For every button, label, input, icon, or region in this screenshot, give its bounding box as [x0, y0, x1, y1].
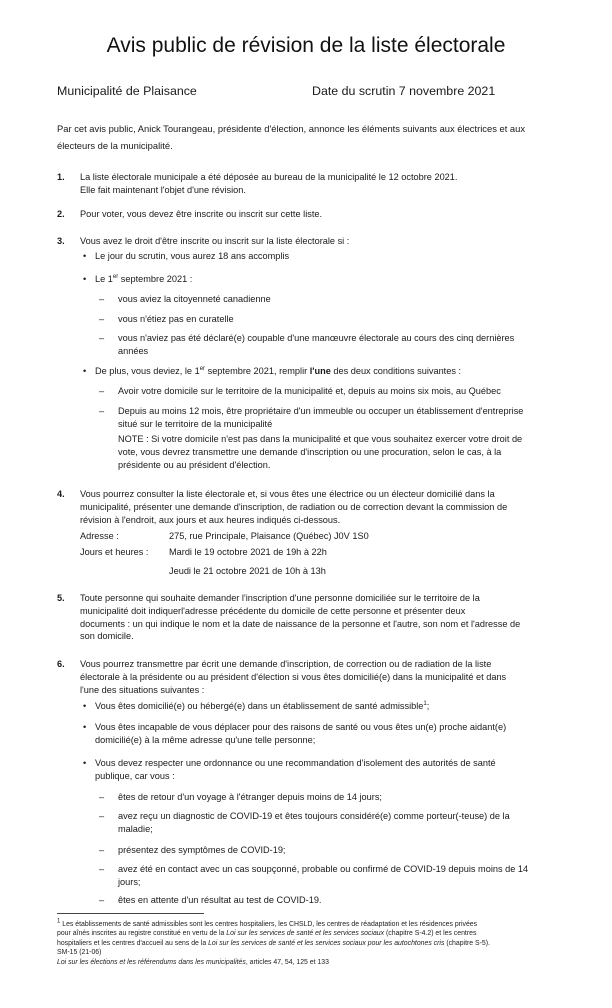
list-item: maladie;	[118, 824, 153, 834]
section-number: 4.	[57, 489, 65, 499]
note-text: présidente ou au président d'élection.	[118, 460, 271, 470]
election-date: Date du scrutin 7 novembre 2021	[312, 84, 496, 98]
footnote-line: hospitaliers et les centres d'accueil au sens de la Loi sur les services de santé et les services sociaux pour les autochtones cris (chapitre S-5).	[57, 939, 490, 947]
section-text: municipalité doit indiquerl'adresse précédente du domicile de cette personne et présenter deux	[80, 605, 466, 616]
list-item: êtes de retour d'un voyage à l'étranger depuis moins de 14 jours;	[118, 792, 382, 802]
address-value: 275, rue Principale, Plaisance (Québec) J0V 1S0	[169, 531, 369, 541]
bullet-icon: •	[83, 366, 87, 376]
section-text: Pour voter, vous devez être inscrite ou inscrit sur cette liste.	[80, 209, 323, 219]
dash-icon: –	[99, 895, 105, 905]
section-text: son domicile.	[80, 631, 134, 642]
page-title: Avis public de révision de la liste électorale	[106, 34, 506, 57]
list-item: Vous êtes incapable de vous déplacer pour des raisons de santé ou vous êtes un(e) proche aidant(e)	[95, 722, 507, 732]
list-item: Depuis au moins 12 mois, être propriétaire d'un immeuble ou occuper un établissement d'entreprise	[118, 406, 524, 416]
bullet-icon: •	[83, 274, 87, 284]
section-number: 6.	[57, 659, 65, 669]
address-label: Adresse :	[80, 531, 119, 541]
footnote-divider	[57, 913, 204, 914]
dash-icon: –	[99, 792, 105, 802]
section-text: l'une des situations suivantes :	[80, 684, 205, 695]
list-item: Vous devez respecter une ordonnance ou une recommandation d'isolement des autorités de santé	[95, 758, 496, 768]
dash-icon: –	[99, 314, 105, 324]
section-text: révision à l'endroit, aux jours et aux heures indiqués ci-dessous.	[80, 514, 341, 525]
bullet-icon: •	[83, 701, 87, 711]
section-4	[57, 488, 567, 578]
list-item: avez été en contact avec un cas soupçonné, probable ou confirmé de COVID-19 depuis moins de 14	[118, 864, 529, 874]
footnote	[57, 920, 564, 967]
list-item: vous n'aviez pas été déclaré(e) coupable d'une manœuvre électorale au cours des cinq dernières	[118, 333, 515, 343]
list-item: Vous êtes domicilié(e) ou hébergé(e) dans un établissement de santé admissible$^1$;	[95, 700, 430, 711]
section-number: 2.	[57, 209, 65, 219]
list-item: vous n'étiez pas en curatelle	[118, 314, 234, 324]
list-item: De plus, vous deviez, le 1er septembre 2021, remplir l'une des deux conditions suivantes :	[95, 365, 462, 376]
list-item: domicilié(e) à la même adresse qu'une telle personne;	[95, 735, 316, 745]
form-code: SM-15 (21-06)	[57, 949, 102, 957]
section-text: Vous avez le droit d'être inscrite ou inscrit sur la liste électorale si :	[80, 236, 350, 246]
section-6	[57, 658, 567, 908]
municipality-name: Municipalité de Plaisance	[57, 84, 197, 98]
note-text: vote, vous devrez transmettre une demande d'inscription ou une procuration, selon le cas, à la	[118, 447, 502, 457]
section-text: Elle fait maintenant l'objet d'une révision.	[80, 184, 246, 195]
dash-icon: –	[99, 845, 105, 855]
section-number: 3.	[57, 236, 65, 246]
list-item: avez reçu un diagnostic de COVID-19 et êtes toujours considéré(e) comme porteur(-teuse) de la	[118, 811, 510, 821]
footnote-line: $^1$ Les établissements de santé admissibles sont les centres hospitaliers, les CHSLD, les centres de réadaptation et les résidences privées	[57, 918, 478, 928]
list-item: êtes en attente d'un résultat au test de COVID-19.	[118, 895, 322, 905]
list-item: Le jour du scrutin, vous aurez 18 ans accomplis	[95, 251, 290, 261]
list-item: présentez des symptômes de COVID-19;	[118, 845, 286, 855]
list-item: Le 1er septembre 2021 :	[95, 273, 193, 284]
section-text: municipalité, présenter une demande d'inscription, de radiation ou de correction devant la commission de	[80, 501, 508, 512]
section-text: documents : un qui indique le nom et la date de naissance de la personne et l'autre, son nom et l'adresse de	[80, 618, 521, 629]
section-text: Toute personne qui souhaite demander l'inscription d'une personne domiciliée sur le territoire de la	[80, 593, 480, 603]
list-item: Avoir votre domicile sur le territoire de la municipalité et, depuis au moins six mois, au Québec	[118, 386, 501, 396]
dash-icon: –	[99, 333, 105, 343]
section-text: électorale à la présidente ou au président d'élection si vous êtes domicilié(e) dans la municipalité et dans	[80, 671, 507, 682]
hours-value: Jeudi le 21 octobre 2021 de 10h à 13h	[169, 566, 326, 576]
section-3	[57, 235, 567, 475]
dash-icon: –	[99, 386, 105, 396]
section-text: Vous pourrez transmettre par écrit une demande d'inscription, de correction ou de radiation de la liste	[80, 659, 492, 669]
bullet-icon: •	[83, 722, 87, 732]
dash-icon: –	[99, 811, 105, 821]
list-item: situé sur le territoire de la municipalité	[118, 419, 273, 429]
list-item: années	[118, 346, 149, 356]
section-5	[57, 592, 567, 644]
bullet-icon: •	[83, 758, 87, 768]
hours-value: Mardi le 19 octobre 2021 de 19h à 22h	[169, 547, 327, 557]
hours-label: Jours et heures :	[80, 547, 149, 557]
list-item: vous aviez la citoyenneté canadienne	[118, 294, 271, 304]
bullet-icon: •	[83, 251, 87, 261]
list-item: publique, car vous :	[95, 771, 175, 781]
note-text: NOTE : Si votre domicile n'est pas dans la municipalité et que vous souhaitez exercer votre droit de	[118, 434, 523, 444]
footnote-line: pour aînés inscrites au registre constitué en vertu de la Loi sur les services de santé et les services sociaux (chapitre S-4.2) et les centres	[57, 930, 477, 938]
dash-icon: –	[99, 406, 105, 416]
intro-paragraph: Par cet avis public, Anick Tourangeau, présidente d'élection, annonce les éléments suivants aux électrices et aux électeurs de la municipalité.	[57, 123, 526, 151]
section-text: Vous pourrez consulter la liste électorale et, si vous êtes une électrice ou un électeur domicilié dans la	[80, 489, 495, 499]
section-text: La liste électorale municipale a été déposée au bureau de la municipalité le 12 octobre 2021.	[80, 172, 458, 182]
list-item: jours;	[118, 877, 141, 887]
dash-icon: –	[99, 294, 105, 304]
section-number: 1.	[57, 172, 65, 182]
dash-icon: –	[99, 864, 105, 874]
section-number: 5.	[57, 593, 65, 603]
legal-reference: Loi sur les élections et les référendums dans les municipalités, articles 47, 54, 125 et 133	[57, 958, 329, 966]
